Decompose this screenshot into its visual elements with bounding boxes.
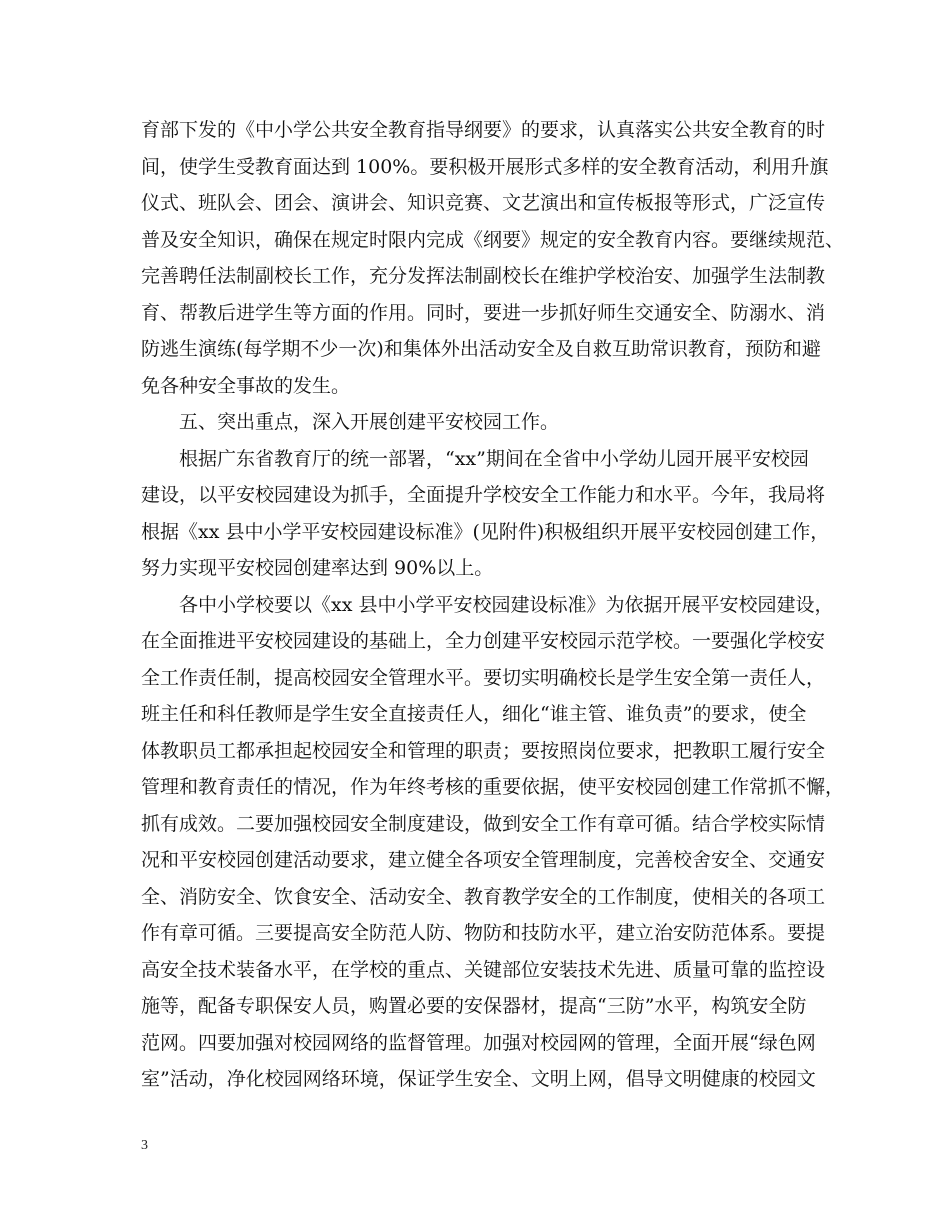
text-line: 室”活动，净化校园网络环境，保证学生安全、文明上网，倡导文明健康的校园文	[141, 1068, 816, 1090]
text-line: 作有章可循。三要提高安全防范人防、物防和技防水平，建立治安防范体系。要提	[141, 922, 826, 944]
text-line: 防逃生演练(每学期不少一次)和集体外出活动安全及自救互助常识教育，预防和避	[141, 338, 821, 360]
paragraph-1	[141, 112, 845, 404]
text-line: 全工作责任制，提高校园安全管理水平。要切实明确校长是学生安全第一责任人，	[141, 666, 826, 689]
text-line: 各中小学校要以《xx 县中小学平安校园建设标准》为依据开展平安校园建设，	[179, 593, 834, 616]
paragraph-3	[141, 587, 845, 1098]
text-line: 体教职员工都承担起校园安全和管理的职责；要按照岗位要求，把教职工履行安全	[141, 739, 826, 762]
text-line: 完善聘任法制副校长工作，充分发挥法制副校长在维护学校治安、加强学生法制教	[141, 265, 826, 287]
text-line: 范网。四要加强对校园网络的监督管理。加强对校园网的管理，全面开展“绿色网	[141, 1031, 816, 1054]
text-line: 仪式、班队会、团会、演讲会、知识竞赛、文艺演出和宣传板报等形式，广泛宣传	[141, 192, 826, 214]
text-line: 施等，配备专职保安人员，购置必要的安保器材，提高“三防”水平，构筑安全防	[141, 995, 807, 1017]
text-line: 班主任和科任教师是学生安全直接责任人，细化“谁主管、谁负责”的要求，使全	[141, 703, 807, 725]
text-line: 管理和教育责任的情况，作为年终考核的重要依据，使平安校园创建工作常抓不懈，	[141, 776, 845, 798]
text-line: 根据《xx 县中小学平安校园建设标准》(见附件)积极组织开展平安校园创建工作，	[141, 520, 830, 543]
text-line: 在全面推进平安校园建设的基础上，全力创建平安校园示范学校。一要强化学校安	[141, 630, 826, 652]
text-line: 高安全技术装备水平，在学校的重点、关键部位安装技术先进、质量可靠的监控设	[141, 958, 826, 981]
text-line: 抓有成效。二要加强校园安全制度建设，做到安全工作有章可循。结合学校实际情	[141, 812, 826, 835]
paragraph-2	[141, 441, 830, 587]
text-line: 普及安全知识，确保在规定时限内完成《纲要》规定的安全教育内容。要继续规范、	[141, 228, 845, 251]
text-line: 努力实现平安校园创建率达到 90%以上。	[141, 557, 494, 579]
text-line: 间，使学生受教育面达到 100%。要积极开展形式多样的安全教育活动，利用升旗	[141, 155, 829, 178]
text-line: 建设，以平安校园建设为抓手，全面提升学校安全工作能力和水平。今年，我局将	[141, 484, 826, 506]
text-line: 况和平安校园创建活动要求，建立健全各项安全管理制度，完善校舍安全、交通安	[141, 849, 826, 871]
text-line: 全、消防安全、饮食安全、活动安全、教育教学安全的工作制度，使相关的各项工	[141, 885, 826, 908]
page-number: 3	[141, 1138, 148, 1153]
document-body	[141, 112, 845, 1098]
text-line: 免各种安全事故的发生。	[141, 374, 351, 397]
section-heading-5	[141, 404, 821, 441]
text-line: 育部下发的《中小学公共安全教育指导纲要》的要求，认真落实公共安全教育的时	[141, 119, 826, 141]
text-line: 五、突出重点，深入开展创建平安校园工作。	[179, 411, 560, 433]
text-line: 育、帮教后进学生等方面的作用。同时，要进一步抓好师生交通安全、防溺水、消	[141, 301, 826, 324]
text-line: 根据广东省教育厅的统一部署，“xx”期间在全省中小学幼儿园开展平安校园	[179, 447, 809, 470]
